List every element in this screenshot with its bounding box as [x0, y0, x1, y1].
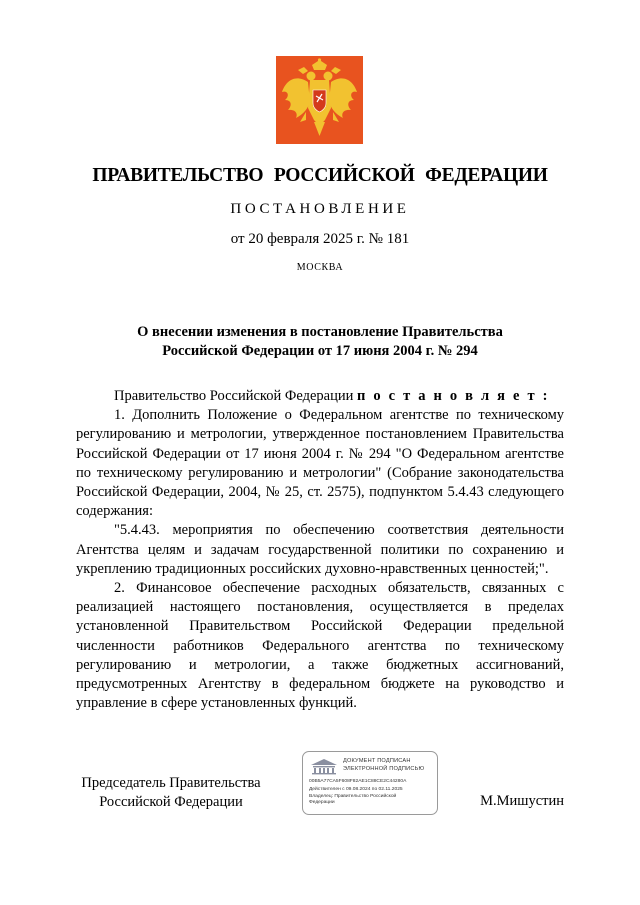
stamp-owner-1: Владелец: Правительство Российской [309, 794, 397, 799]
subject-line-1: О внесении изменения в постановление Правительства [137, 324, 503, 340]
document-date-number: от 20 февраля 2025 г. № 181 [230, 231, 410, 247]
subject-line-2: Российской Федерации от 17 июня 2004 г. № 294 [162, 343, 478, 359]
document-body [76, 387, 564, 713]
stamp-validity: Действителен с 09.08.2024 по 02.11.2025 [309, 787, 403, 792]
stamp-certificate: 00B5A77CA5F608F82AE1C88CE2C44280A [309, 779, 407, 784]
government-title: ПРАВИТЕЛЬСТВО РОССИЙСКОЙ ФЕДЕРАЦИИ [92, 165, 548, 186]
intro-decree-word: п о с т а н о в л я е т : [356, 388, 550, 404]
intro-paragraph [76, 387, 564, 406]
document-subject [80, 323, 560, 361]
paragraph-2: 2. Финансовое обеспечение расходных обязательств, связанных с реализацией настоящего постановления, осуществляется в пределах установленной Правительством Российской Федерации предельной численности работников Федерального агентства по техническому регулированию и метрологии, а также бюджетных ассигнований, предусмотренных Агентству в федеральном бюджете на руководство и управление в сфере установленных функций. [76, 580, 564, 712]
government-building-icon [309, 757, 339, 775]
position-line-2: Российской Федерации [99, 794, 243, 810]
coat-of-arms-icon [276, 56, 363, 144]
electronic-signature-stamp [302, 751, 438, 815]
signatory-position [76, 774, 266, 812]
stamp-owner-2: Федерации [309, 800, 335, 805]
stamp-header-1: ДОКУМЕНТ ПОДПИСАН [343, 758, 411, 764]
paragraph-1: 1. Дополнить Положение о Федеральном агентстве по техническому регулированию и метрологии, утвержденное постановлением Правительства Российской Федерации от 17 июня 2004 г. № 294 "О Федеральном агентстве по техническому регулированию и метрологии" (Собрание законодательства Российской Федерации, 2004, № 25, ст. 2575), подпунктом 5.4.43 следующего содержания: [76, 407, 564, 520]
document-city: МОСКВА [296, 262, 344, 273]
intro-text: Правительство Российской Федерации [114, 388, 357, 404]
paragraph-1-quote: "5.4.43. мероприятия по обеспечению соответствия деятельности Агентства целям и задачам государственной политики по сохранению и укреплению традиционных российских духовно-нравственных ценностей;". [76, 522, 564, 577]
document-type: ПОСТАНОВЛЕНИЕ [230, 201, 410, 217]
stamp-header-2: ЭЛЕКТРОННОЙ ПОДПИСЬЮ [343, 766, 425, 772]
position-line-1: Председатель Правительства [81, 775, 261, 791]
signatory-name: М.Мишустин [480, 793, 564, 809]
